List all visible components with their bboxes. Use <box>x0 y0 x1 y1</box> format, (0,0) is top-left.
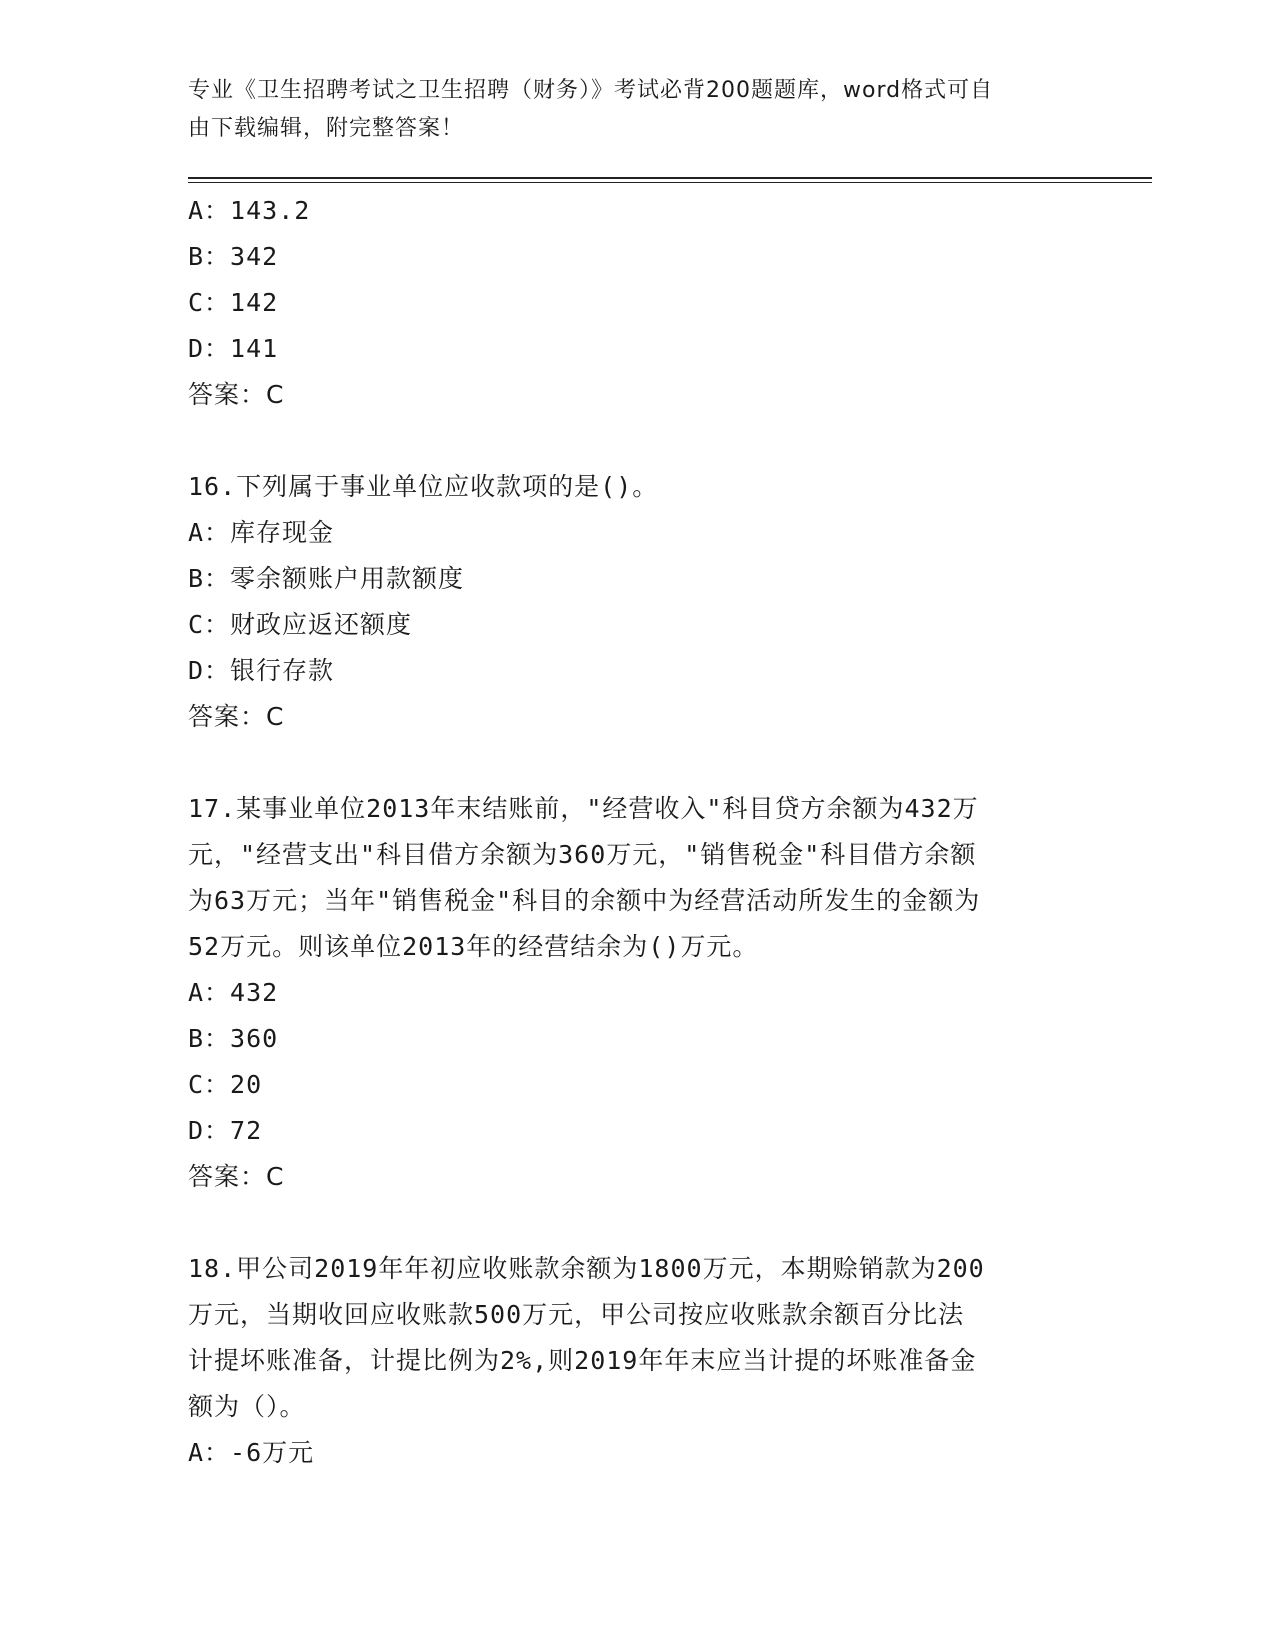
answer: 答案：C <box>188 380 285 409</box>
question-stem: 16.下列属于事业单位应收款项的是()。 <box>188 472 659 501</box>
header-title-line-1: 专业《卫生招聘考试之卫生招聘（财务）》考试必背200题题库，word格式可自 <box>188 78 994 103</box>
question-15 <box>188 188 1078 418</box>
option-c: C：财政应返还额度 <box>188 610 413 639</box>
option-a: A：库存现金 <box>188 518 335 547</box>
answer: 答案：C <box>188 702 285 731</box>
question-16 <box>188 464 1078 740</box>
option-b: B：360 <box>188 1024 279 1053</box>
option-b: B：342 <box>188 242 279 271</box>
question-stem-line-4: 52万元。则该单位2013年的经营结余为()万元。 <box>188 932 759 961</box>
question-18 <box>188 1246 1078 1476</box>
spacer <box>188 740 1078 786</box>
question-stem-line-3: 计提坏账准备，计提比例为2%,则2019年年末应当计提的坏账准备金 <box>188 1346 977 1375</box>
option-c: C：142 <box>188 288 279 317</box>
document-header <box>188 72 1068 148</box>
header-title-line-2: 由下载编辑，附完整答案！ <box>188 116 465 141</box>
answer: 答案：C <box>188 1162 285 1191</box>
question-stem-line-4: 额为（）。 <box>188 1392 306 1421</box>
option-d: D：141 <box>188 334 279 363</box>
option-b: B：零余额账户用款额度 <box>188 564 465 593</box>
question-list <box>188 188 1078 1476</box>
spacer <box>188 418 1078 464</box>
question-stem-line-1: 18.甲公司2019年年初应收账款余额为1800万元，本期赊销款为200 <box>188 1254 985 1283</box>
header-divider-thick <box>188 177 1152 179</box>
option-a: A：143.2 <box>188 196 311 225</box>
question-17 <box>188 786 1078 1200</box>
option-a: A：-6万元 <box>188 1438 315 1467</box>
option-c: C：20 <box>188 1070 263 1099</box>
question-stem-line-2: 元，"经营支出"科目借方余额为360万元，"销售税金"科目借方余额 <box>188 840 977 869</box>
spacer <box>188 1200 1078 1246</box>
option-a: A：432 <box>188 978 279 1007</box>
question-stem-line-1: 17.某事业单位2013年末结账前，"经营收入"科目贷方余额为432万 <box>188 794 979 823</box>
option-d: D：银行存款 <box>188 656 335 685</box>
option-d: D：72 <box>188 1116 263 1145</box>
question-stem-line-3: 为63万元；当年"销售税金"科目的余额中为经营活动所发生的金额为 <box>188 886 981 915</box>
header-divider-thin <box>188 182 1152 183</box>
question-stem-line-2: 万元，当期收回应收账款500万元，甲公司按应收账款余额百分比法 <box>188 1300 965 1329</box>
